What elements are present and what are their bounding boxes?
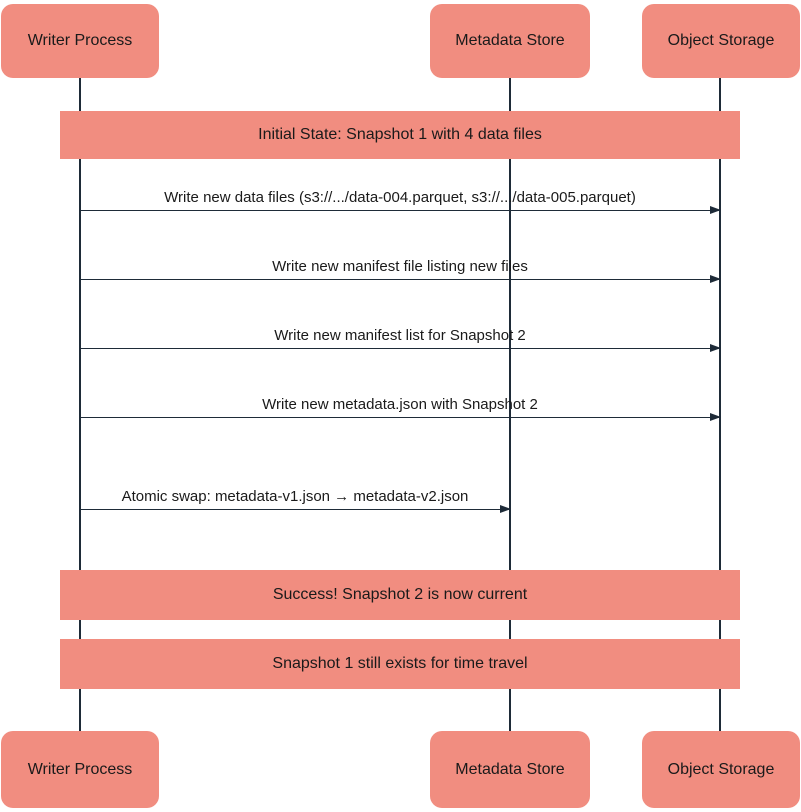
- message-label: Write new manifest file listing new files: [272, 258, 528, 275]
- message-label: Write new metadata.json with Snapshot 2: [262, 396, 538, 413]
- actor-metadata-store-top: [430, 4, 590, 78]
- note-time-travel: [60, 639, 740, 689]
- message-arrow-line: [80, 348, 720, 349]
- arrowhead-icon: [710, 344, 721, 352]
- actor-writer-process-top: [1, 4, 159, 78]
- actor-label: Metadata Store: [455, 760, 565, 778]
- actor-label: Object Storage: [667, 760, 775, 778]
- message-label: Write new data files (s3://.../data-004.parquet, s3://.../data-005.parquet): [164, 189, 636, 206]
- actor-metadata-store-bottom: [430, 731, 590, 808]
- actor-label: Writer Process: [27, 32, 133, 49]
- message-write-metadata-json: [80, 396, 720, 418]
- actor-label: Writer Process: [27, 760, 133, 778]
- message-arrow-line: [80, 509, 510, 510]
- note-text: Success! Snapshot 2 is now current: [272, 586, 528, 603]
- actor-object-storage-top: [642, 4, 800, 78]
- message-atomic-swap: [80, 488, 510, 510]
- note-text: Initial State: Snapshot 1 with 4 data files: [258, 126, 542, 143]
- actor-writer-process-bottom: [1, 731, 159, 808]
- arrowhead-icon: [710, 206, 721, 214]
- message-write-manifest-list: [80, 327, 720, 349]
- message-arrow-line: [80, 279, 720, 280]
- message-write-data-files: [80, 189, 720, 211]
- note-initial-state: [60, 111, 740, 159]
- arrowhead-icon: [500, 505, 511, 513]
- note-text: Snapshot 1 still exists for time travel: [272, 655, 528, 672]
- message-write-manifest-file: [80, 258, 720, 280]
- arrowhead-icon: [710, 275, 721, 283]
- note-success: [60, 570, 740, 620]
- arrowhead-icon: [710, 413, 721, 421]
- actor-label: Object Storage: [667, 32, 775, 49]
- message-arrow-line: [80, 417, 720, 418]
- actor-object-storage-bottom: [642, 731, 800, 808]
- message-arrow-line: [80, 210, 720, 211]
- message-label: Atomic swap: metadata-v1.json → metadata-v2.json: [121, 488, 469, 505]
- message-label: Write new manifest list for Snapshot 2: [274, 327, 526, 344]
- actor-label: Metadata Store: [455, 32, 565, 49]
